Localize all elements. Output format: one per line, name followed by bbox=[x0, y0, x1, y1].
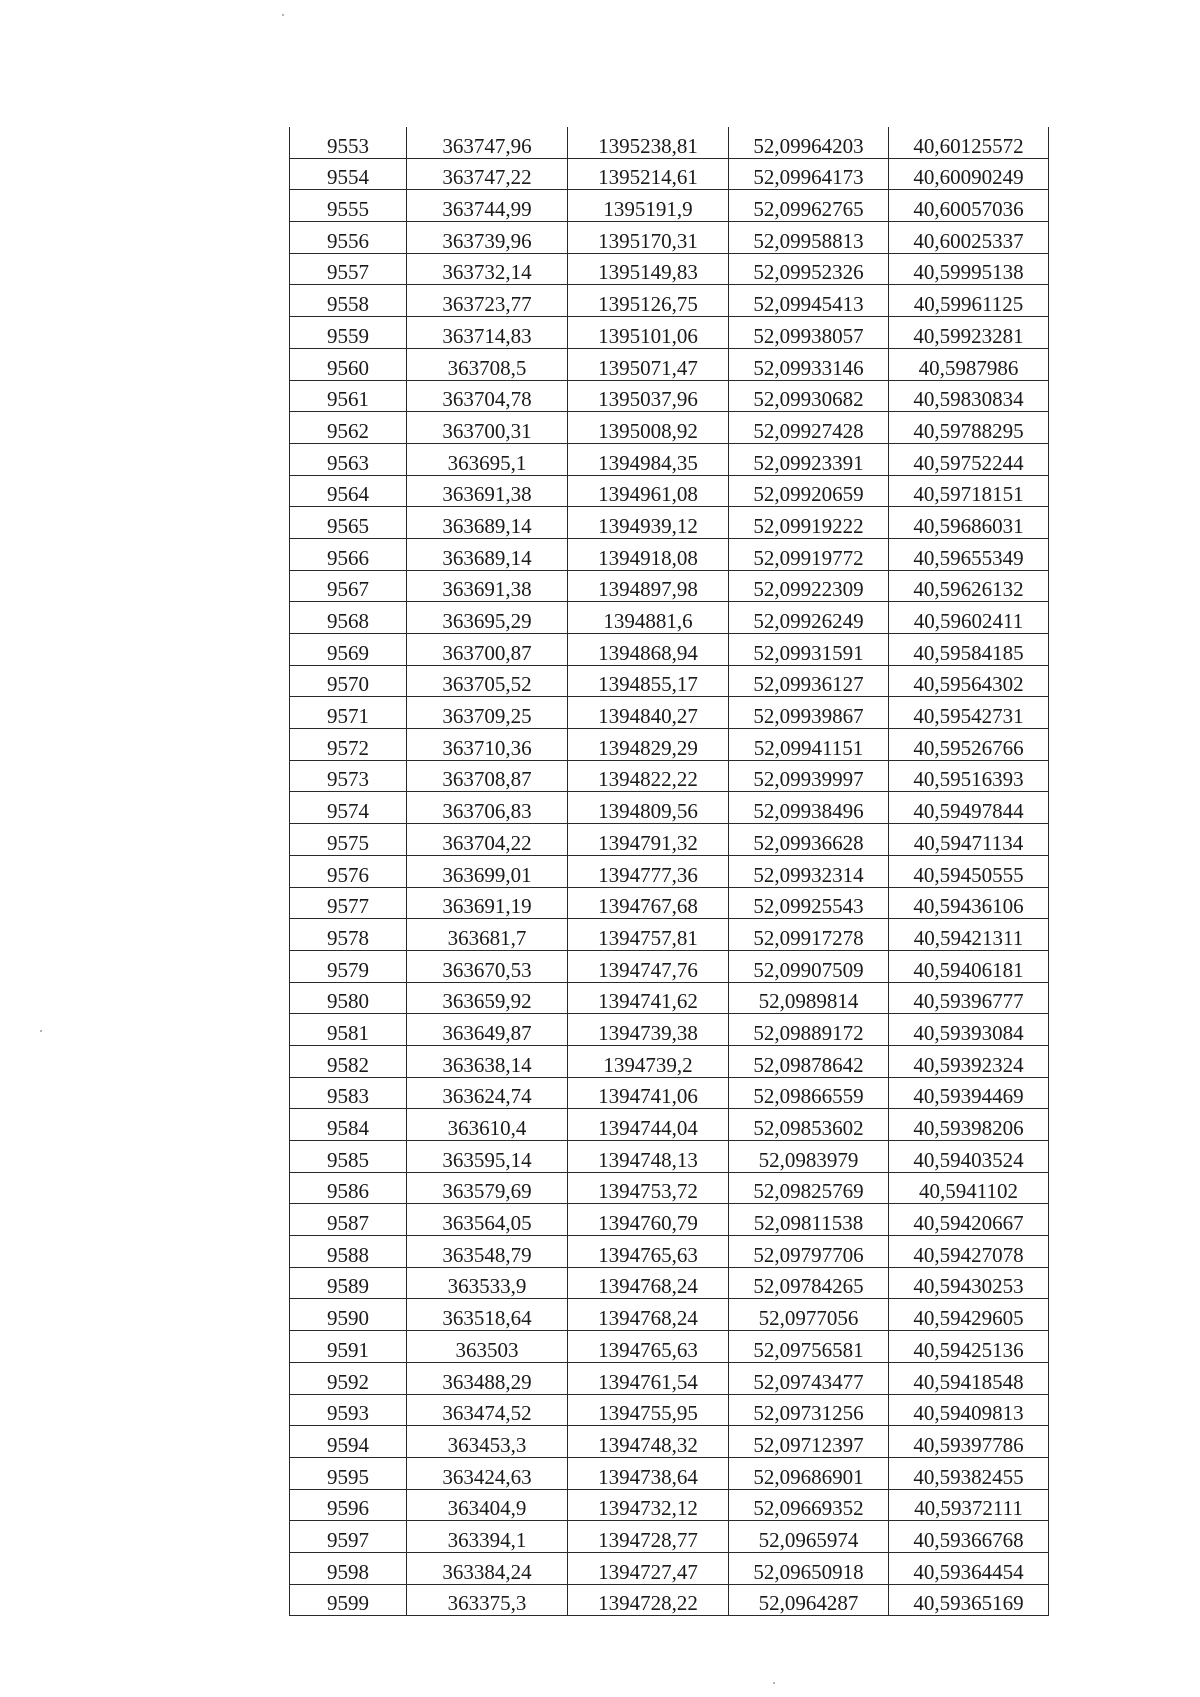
point-number-cell: 9582 bbox=[290, 1045, 407, 1077]
x-coordinate-cell: 363708,5 bbox=[407, 348, 568, 380]
longitude-cell: 40,59995138 bbox=[889, 253, 1049, 285]
x-coordinate-cell: 363708,87 bbox=[407, 760, 568, 792]
y-coordinate-cell: 1395214,61 bbox=[568, 158, 729, 190]
x-coordinate-cell: 363518,64 bbox=[407, 1299, 568, 1331]
longitude-cell: 40,59365169 bbox=[889, 1584, 1049, 1616]
y-coordinate-cell: 1394868,94 bbox=[568, 634, 729, 666]
latitude-cell: 52,09889172 bbox=[729, 1014, 889, 1046]
point-number-cell: 9554 bbox=[290, 158, 407, 190]
longitude-cell: 40,59421311 bbox=[889, 919, 1049, 951]
y-coordinate-cell: 1394791,32 bbox=[568, 824, 729, 856]
latitude-cell: 52,09917278 bbox=[729, 919, 889, 951]
x-coordinate-cell: 363709,25 bbox=[407, 697, 568, 729]
y-coordinate-cell: 1394755,95 bbox=[568, 1394, 729, 1426]
longitude-cell: 40,59450555 bbox=[889, 855, 1049, 887]
x-coordinate-cell: 363691,38 bbox=[407, 475, 568, 507]
latitude-cell: 52,09825769 bbox=[729, 1172, 889, 1204]
longitude-cell: 40,59584185 bbox=[889, 634, 1049, 666]
x-coordinate-cell: 363649,87 bbox=[407, 1014, 568, 1046]
x-coordinate-cell: 363747,22 bbox=[407, 158, 568, 190]
y-coordinate-cell: 1395191,9 bbox=[568, 190, 729, 222]
coordinates-table bbox=[289, 127, 1049, 1616]
x-coordinate-cell: 363705,52 bbox=[407, 665, 568, 697]
y-coordinate-cell: 1394732,12 bbox=[568, 1489, 729, 1521]
x-coordinate-cell: 363533,9 bbox=[407, 1267, 568, 1299]
point-number-cell: 9588 bbox=[290, 1236, 407, 1268]
latitude-cell: 52,09964173 bbox=[729, 158, 889, 190]
point-number-cell: 9561 bbox=[290, 380, 407, 412]
point-number-cell: 9573 bbox=[290, 760, 407, 792]
longitude-cell: 40,59393084 bbox=[889, 1014, 1049, 1046]
table-row bbox=[290, 507, 1049, 539]
longitude-cell: 40,59923281 bbox=[889, 317, 1049, 349]
x-coordinate-cell: 363394,1 bbox=[407, 1521, 568, 1553]
longitude-cell: 40,60025337 bbox=[889, 222, 1049, 254]
point-number-cell: 9566 bbox=[290, 538, 407, 570]
latitude-cell: 52,09926249 bbox=[729, 602, 889, 634]
y-coordinate-cell: 1394728,22 bbox=[568, 1584, 729, 1616]
x-coordinate-cell: 363488,29 bbox=[407, 1362, 568, 1394]
x-coordinate-cell: 363699,01 bbox=[407, 855, 568, 887]
x-coordinate-cell: 363691,19 bbox=[407, 887, 568, 919]
x-coordinate-cell: 363503 bbox=[407, 1331, 568, 1363]
x-coordinate-cell: 363700,87 bbox=[407, 634, 568, 666]
x-coordinate-cell: 363723,77 bbox=[407, 285, 568, 317]
latitude-cell: 52,09919222 bbox=[729, 507, 889, 539]
point-number-cell: 9574 bbox=[290, 792, 407, 824]
x-coordinate-cell: 363732,14 bbox=[407, 253, 568, 285]
longitude-cell: 40,59718151 bbox=[889, 475, 1049, 507]
point-number-cell: 9568 bbox=[290, 602, 407, 634]
longitude-cell: 40,59430253 bbox=[889, 1267, 1049, 1299]
table-row bbox=[290, 1267, 1049, 1299]
point-number-cell: 9584 bbox=[290, 1109, 407, 1141]
longitude-cell: 40,59961125 bbox=[889, 285, 1049, 317]
longitude-cell: 40,60090249 bbox=[889, 158, 1049, 190]
point-number-cell: 9567 bbox=[290, 570, 407, 602]
y-coordinate-cell: 1394741,62 bbox=[568, 982, 729, 1014]
y-coordinate-cell: 1394768,24 bbox=[568, 1299, 729, 1331]
latitude-cell: 52,09925543 bbox=[729, 887, 889, 919]
x-coordinate-cell: 363689,14 bbox=[407, 538, 568, 570]
table-row bbox=[290, 190, 1049, 222]
y-coordinate-cell: 1394753,72 bbox=[568, 1172, 729, 1204]
x-coordinate-cell: 363695,29 bbox=[407, 602, 568, 634]
point-number-cell: 9555 bbox=[290, 190, 407, 222]
table-row bbox=[290, 158, 1049, 190]
y-coordinate-cell: 1394765,63 bbox=[568, 1331, 729, 1363]
table-row bbox=[290, 1552, 1049, 1584]
point-number-cell: 9595 bbox=[290, 1457, 407, 1489]
table-row bbox=[290, 1045, 1049, 1077]
longitude-cell: 40,59420667 bbox=[889, 1204, 1049, 1236]
x-coordinate-cell: 363548,79 bbox=[407, 1236, 568, 1268]
latitude-cell: 52,09907509 bbox=[729, 950, 889, 982]
y-coordinate-cell: 1394747,76 bbox=[568, 950, 729, 982]
table-row bbox=[290, 634, 1049, 666]
point-number-cell: 9556 bbox=[290, 222, 407, 254]
x-coordinate-cell: 363404,9 bbox=[407, 1489, 568, 1521]
x-coordinate-cell: 363474,52 bbox=[407, 1394, 568, 1426]
table-row bbox=[290, 380, 1049, 412]
table-row bbox=[290, 1172, 1049, 1204]
point-number-cell: 9586 bbox=[290, 1172, 407, 1204]
table-row bbox=[290, 729, 1049, 761]
y-coordinate-cell: 1394760,79 bbox=[568, 1204, 729, 1236]
x-coordinate-cell: 363700,31 bbox=[407, 412, 568, 444]
table-row bbox=[290, 443, 1049, 475]
y-coordinate-cell: 1394757,81 bbox=[568, 919, 729, 951]
x-coordinate-cell: 363670,53 bbox=[407, 950, 568, 982]
y-coordinate-cell: 1394739,38 bbox=[568, 1014, 729, 1046]
point-number-cell: 9577 bbox=[290, 887, 407, 919]
latitude-cell: 52,09712397 bbox=[729, 1426, 889, 1458]
y-coordinate-cell: 1394829,29 bbox=[568, 729, 729, 761]
y-coordinate-cell: 1394761,54 bbox=[568, 1362, 729, 1394]
longitude-cell: 40,59394469 bbox=[889, 1077, 1049, 1109]
y-coordinate-cell: 1395126,75 bbox=[568, 285, 729, 317]
point-number-cell: 9585 bbox=[290, 1141, 407, 1173]
x-coordinate-cell: 363704,78 bbox=[407, 380, 568, 412]
y-coordinate-cell: 1394744,04 bbox=[568, 1109, 729, 1141]
table-row bbox=[290, 285, 1049, 317]
table-row bbox=[290, 1109, 1049, 1141]
y-coordinate-cell: 1394984,35 bbox=[568, 443, 729, 475]
y-coordinate-cell: 1394739,2 bbox=[568, 1045, 729, 1077]
latitude-cell: 52,09941151 bbox=[729, 729, 889, 761]
longitude-cell: 40,59382455 bbox=[889, 1457, 1049, 1489]
x-coordinate-cell: 363689,14 bbox=[407, 507, 568, 539]
x-coordinate-cell: 363624,74 bbox=[407, 1077, 568, 1109]
table-row bbox=[290, 982, 1049, 1014]
latitude-cell: 52,09686901 bbox=[729, 1457, 889, 1489]
x-coordinate-cell: 363453,3 bbox=[407, 1426, 568, 1458]
point-number-cell: 9560 bbox=[290, 348, 407, 380]
table-row bbox=[290, 475, 1049, 507]
x-coordinate-cell: 363564,05 bbox=[407, 1204, 568, 1236]
point-number-cell: 9597 bbox=[290, 1521, 407, 1553]
latitude-cell: 52,0983979 bbox=[729, 1141, 889, 1173]
point-number-cell: 9592 bbox=[290, 1362, 407, 1394]
table-row bbox=[290, 1014, 1049, 1046]
point-number-cell: 9572 bbox=[290, 729, 407, 761]
y-coordinate-cell: 1394897,98 bbox=[568, 570, 729, 602]
x-coordinate-cell: 363706,83 bbox=[407, 792, 568, 824]
table-row bbox=[290, 1204, 1049, 1236]
point-number-cell: 9571 bbox=[290, 697, 407, 729]
point-number-cell: 9591 bbox=[290, 1331, 407, 1363]
latitude-cell: 52,09958813 bbox=[729, 222, 889, 254]
y-coordinate-cell: 1394767,68 bbox=[568, 887, 729, 919]
x-coordinate-cell: 363375,3 bbox=[407, 1584, 568, 1616]
longitude-cell: 40,59392324 bbox=[889, 1045, 1049, 1077]
longitude-cell: 40,59564302 bbox=[889, 665, 1049, 697]
y-coordinate-cell: 1394738,64 bbox=[568, 1457, 729, 1489]
longitude-cell: 40,60057036 bbox=[889, 190, 1049, 222]
point-number-cell: 9578 bbox=[290, 919, 407, 951]
table-row bbox=[290, 253, 1049, 285]
y-coordinate-cell: 1395238,81 bbox=[568, 127, 729, 158]
latitude-cell: 52,09927428 bbox=[729, 412, 889, 444]
longitude-cell: 40,59427078 bbox=[889, 1236, 1049, 1268]
x-coordinate-cell: 363704,22 bbox=[407, 824, 568, 856]
table-row bbox=[290, 665, 1049, 697]
longitude-cell: 40,59830834 bbox=[889, 380, 1049, 412]
table-row bbox=[290, 1521, 1049, 1553]
table-row bbox=[290, 1077, 1049, 1109]
x-coordinate-cell: 363659,92 bbox=[407, 982, 568, 1014]
table-row bbox=[290, 919, 1049, 951]
longitude-cell: 40,59626132 bbox=[889, 570, 1049, 602]
latitude-cell: 52,0965974 bbox=[729, 1521, 889, 1553]
x-coordinate-cell: 363384,24 bbox=[407, 1552, 568, 1584]
longitude-cell: 40,59788295 bbox=[889, 412, 1049, 444]
latitude-cell: 52,09923391 bbox=[729, 443, 889, 475]
point-number-cell: 9598 bbox=[290, 1552, 407, 1584]
scan-speck bbox=[773, 1682, 775, 1684]
scan-speck bbox=[282, 14, 284, 16]
table-row bbox=[290, 824, 1049, 856]
table-row bbox=[290, 1236, 1049, 1268]
latitude-cell: 52,09878642 bbox=[729, 1045, 889, 1077]
point-number-cell: 9558 bbox=[290, 285, 407, 317]
latitude-cell: 52,09945413 bbox=[729, 285, 889, 317]
scan-speck bbox=[40, 1030, 42, 1032]
table-row bbox=[290, 222, 1049, 254]
latitude-cell: 52,09650918 bbox=[729, 1552, 889, 1584]
longitude-cell: 40,59516393 bbox=[889, 760, 1049, 792]
x-coordinate-cell: 363714,83 bbox=[407, 317, 568, 349]
latitude-cell: 52,0964287 bbox=[729, 1584, 889, 1616]
latitude-cell: 52,09797706 bbox=[729, 1236, 889, 1268]
longitude-cell: 40,59602411 bbox=[889, 602, 1049, 634]
y-coordinate-cell: 1394748,32 bbox=[568, 1426, 729, 1458]
point-number-cell: 9570 bbox=[290, 665, 407, 697]
point-number-cell: 9575 bbox=[290, 824, 407, 856]
point-number-cell: 9587 bbox=[290, 1204, 407, 1236]
longitude-cell: 40,59471134 bbox=[889, 824, 1049, 856]
point-number-cell: 9564 bbox=[290, 475, 407, 507]
y-coordinate-cell: 1395037,96 bbox=[568, 380, 729, 412]
latitude-cell: 52,09932314 bbox=[729, 855, 889, 887]
longitude-cell: 40,59686031 bbox=[889, 507, 1049, 539]
y-coordinate-cell: 1394822,22 bbox=[568, 760, 729, 792]
latitude-cell: 52,09811538 bbox=[729, 1204, 889, 1236]
longitude-cell: 40,59372111 bbox=[889, 1489, 1049, 1521]
latitude-cell: 52,09853602 bbox=[729, 1109, 889, 1141]
table-row bbox=[290, 697, 1049, 729]
longitude-cell: 40,59397786 bbox=[889, 1426, 1049, 1458]
x-coordinate-cell: 363739,96 bbox=[407, 222, 568, 254]
latitude-cell: 52,09939867 bbox=[729, 697, 889, 729]
y-coordinate-cell: 1395008,92 bbox=[568, 412, 729, 444]
latitude-cell: 52,09866559 bbox=[729, 1077, 889, 1109]
table-row bbox=[290, 348, 1049, 380]
y-coordinate-cell: 1394939,12 bbox=[568, 507, 729, 539]
table-row bbox=[290, 1457, 1049, 1489]
x-coordinate-cell: 363579,69 bbox=[407, 1172, 568, 1204]
longitude-cell: 40,5941102 bbox=[889, 1172, 1049, 1204]
x-coordinate-cell: 363595,14 bbox=[407, 1141, 568, 1173]
latitude-cell: 52,09933146 bbox=[729, 348, 889, 380]
longitude-cell: 40,59429605 bbox=[889, 1299, 1049, 1331]
longitude-cell: 40,59409813 bbox=[889, 1394, 1049, 1426]
coordinates-table-body bbox=[290, 127, 1049, 1616]
y-coordinate-cell: 1394777,36 bbox=[568, 855, 729, 887]
x-coordinate-cell: 363424,63 bbox=[407, 1457, 568, 1489]
table-row bbox=[290, 1426, 1049, 1458]
point-number-cell: 9599 bbox=[290, 1584, 407, 1616]
y-coordinate-cell: 1394840,27 bbox=[568, 697, 729, 729]
table-row bbox=[290, 1394, 1049, 1426]
y-coordinate-cell: 1394918,08 bbox=[568, 538, 729, 570]
longitude-cell: 40,59396777 bbox=[889, 982, 1049, 1014]
y-coordinate-cell: 1395101,06 bbox=[568, 317, 729, 349]
y-coordinate-cell: 1394728,77 bbox=[568, 1521, 729, 1553]
table-row bbox=[290, 127, 1049, 158]
y-coordinate-cell: 1394765,63 bbox=[568, 1236, 729, 1268]
latitude-cell: 52,0977056 bbox=[729, 1299, 889, 1331]
latitude-cell: 52,09931591 bbox=[729, 634, 889, 666]
table-row bbox=[290, 887, 1049, 919]
y-coordinate-cell: 1394768,24 bbox=[568, 1267, 729, 1299]
latitude-cell: 52,09922309 bbox=[729, 570, 889, 602]
latitude-cell: 52,09962765 bbox=[729, 190, 889, 222]
y-coordinate-cell: 1394741,06 bbox=[568, 1077, 729, 1109]
table-row bbox=[290, 1489, 1049, 1521]
longitude-cell: 40,59366768 bbox=[889, 1521, 1049, 1553]
y-coordinate-cell: 1394809,56 bbox=[568, 792, 729, 824]
table-row bbox=[290, 1299, 1049, 1331]
latitude-cell: 52,09936127 bbox=[729, 665, 889, 697]
point-number-cell: 9559 bbox=[290, 317, 407, 349]
longitude-cell: 40,59752244 bbox=[889, 443, 1049, 475]
point-number-cell: 9562 bbox=[290, 412, 407, 444]
longitude-cell: 40,60125572 bbox=[889, 127, 1049, 158]
latitude-cell: 52,09939997 bbox=[729, 760, 889, 792]
table-row bbox=[290, 1362, 1049, 1394]
x-coordinate-cell: 363747,96 bbox=[407, 127, 568, 158]
point-number-cell: 9563 bbox=[290, 443, 407, 475]
point-number-cell: 9576 bbox=[290, 855, 407, 887]
x-coordinate-cell: 363681,7 bbox=[407, 919, 568, 951]
y-coordinate-cell: 1395071,47 bbox=[568, 348, 729, 380]
x-coordinate-cell: 363610,4 bbox=[407, 1109, 568, 1141]
point-number-cell: 9581 bbox=[290, 1014, 407, 1046]
latitude-cell: 52,09731256 bbox=[729, 1394, 889, 1426]
latitude-cell: 52,09784265 bbox=[729, 1267, 889, 1299]
y-coordinate-cell: 1394881,6 bbox=[568, 602, 729, 634]
point-number-cell: 9596 bbox=[290, 1489, 407, 1521]
point-number-cell: 9589 bbox=[290, 1267, 407, 1299]
longitude-cell: 40,59542731 bbox=[889, 697, 1049, 729]
longitude-cell: 40,59403524 bbox=[889, 1141, 1049, 1173]
table-row bbox=[290, 760, 1049, 792]
latitude-cell: 52,09936628 bbox=[729, 824, 889, 856]
table-row bbox=[290, 1331, 1049, 1363]
longitude-cell: 40,59364454 bbox=[889, 1552, 1049, 1584]
table-row bbox=[290, 602, 1049, 634]
point-number-cell: 9593 bbox=[290, 1394, 407, 1426]
longitude-cell: 40,59526766 bbox=[889, 729, 1049, 761]
latitude-cell: 52,09952326 bbox=[729, 253, 889, 285]
longitude-cell: 40,59406181 bbox=[889, 950, 1049, 982]
table-row bbox=[290, 855, 1049, 887]
table-row bbox=[290, 570, 1049, 602]
y-coordinate-cell: 1395149,83 bbox=[568, 253, 729, 285]
table-row bbox=[290, 1584, 1049, 1616]
longitude-cell: 40,59398206 bbox=[889, 1109, 1049, 1141]
x-coordinate-cell: 363638,14 bbox=[407, 1045, 568, 1077]
table-row bbox=[290, 950, 1049, 982]
y-coordinate-cell: 1394748,13 bbox=[568, 1141, 729, 1173]
latitude-cell: 52,09919772 bbox=[729, 538, 889, 570]
point-number-cell: 9569 bbox=[290, 634, 407, 666]
latitude-cell: 52,09669352 bbox=[729, 1489, 889, 1521]
y-coordinate-cell: 1394855,17 bbox=[568, 665, 729, 697]
x-coordinate-cell: 363695,1 bbox=[407, 443, 568, 475]
longitude-cell: 40,59436106 bbox=[889, 887, 1049, 919]
latitude-cell: 52,09964203 bbox=[729, 127, 889, 158]
longitude-cell: 40,59497844 bbox=[889, 792, 1049, 824]
latitude-cell: 52,09756581 bbox=[729, 1331, 889, 1363]
latitude-cell: 52,09920659 bbox=[729, 475, 889, 507]
latitude-cell: 52,09938057 bbox=[729, 317, 889, 349]
y-coordinate-cell: 1395170,31 bbox=[568, 222, 729, 254]
table-row bbox=[290, 317, 1049, 349]
latitude-cell: 52,09938496 bbox=[729, 792, 889, 824]
latitude-cell: 52,09930682 bbox=[729, 380, 889, 412]
point-number-cell: 9580 bbox=[290, 982, 407, 1014]
table-row bbox=[290, 412, 1049, 444]
y-coordinate-cell: 1394961,08 bbox=[568, 475, 729, 507]
point-number-cell: 9594 bbox=[290, 1426, 407, 1458]
x-coordinate-cell: 363710,36 bbox=[407, 729, 568, 761]
longitude-cell: 40,59655349 bbox=[889, 538, 1049, 570]
x-coordinate-cell: 363744,99 bbox=[407, 190, 568, 222]
latitude-cell: 52,0989814 bbox=[729, 982, 889, 1014]
point-number-cell: 9590 bbox=[290, 1299, 407, 1331]
point-number-cell: 9583 bbox=[290, 1077, 407, 1109]
longitude-cell: 40,59425136 bbox=[889, 1331, 1049, 1363]
x-coordinate-cell: 363691,38 bbox=[407, 570, 568, 602]
longitude-cell: 40,59418548 bbox=[889, 1362, 1049, 1394]
table-row bbox=[290, 792, 1049, 824]
longitude-cell: 40,5987986 bbox=[889, 348, 1049, 380]
point-number-cell: 9565 bbox=[290, 507, 407, 539]
point-number-cell: 9579 bbox=[290, 950, 407, 982]
table-row bbox=[290, 1141, 1049, 1173]
latitude-cell: 52,09743477 bbox=[729, 1362, 889, 1394]
y-coordinate-cell: 1394727,47 bbox=[568, 1552, 729, 1584]
table-row bbox=[290, 538, 1049, 570]
point-number-cell: 9557 bbox=[290, 253, 407, 285]
point-number-cell: 9553 bbox=[290, 127, 407, 158]
